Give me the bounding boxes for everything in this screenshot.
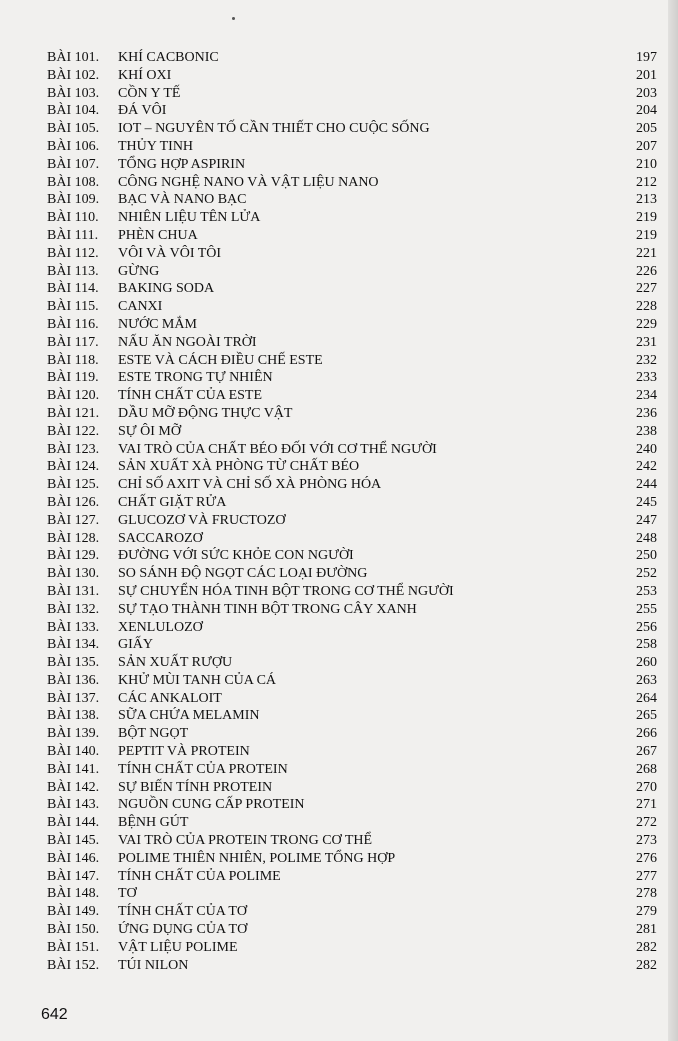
toc-entry-title: SỰ TẠO THÀNH TINH BỘT TRONG CÂY XANH: [118, 601, 417, 617]
toc-entry: [47, 352, 657, 370]
toc-entry: [47, 672, 657, 690]
toc-entry: [47, 494, 657, 512]
toc-entry-num: BÀI 113.: [47, 263, 99, 279]
toc-entry-title: BAKING SODA: [118, 281, 215, 297]
toc-entry: [47, 796, 657, 814]
toc-entry-title: TỔNG HỢP ASPIRIN: [118, 156, 246, 172]
toc-entry-num: BÀI 139.: [47, 726, 100, 742]
toc-entry-page: 212: [636, 174, 657, 190]
toc-entry-title: TÍNH CHẤT CỦA ESTE: [118, 388, 263, 404]
toc-entry-num: BÀI 134.: [47, 637, 100, 653]
toc-entry-page: 271: [636, 797, 657, 813]
toc-entry-title: PHÈN CHUA: [118, 227, 198, 243]
toc-entry-title: KHÍ CACBONIC: [118, 50, 219, 65]
toc-entry-num: BÀI 123.: [47, 441, 100, 457]
toc-entry-num: BÀI 148.: [47, 886, 100, 902]
toc-entry-page: 231: [636, 334, 657, 350]
toc-entry-num: BÀI 132.: [47, 601, 100, 617]
toc-entry-title: VẬT LIỆU POLIME: [118, 939, 238, 955]
toc-entry-num: BÀI 101.: [47, 50, 100, 65]
toc-entry: [47, 156, 657, 174]
toc-entry-page: 233: [636, 370, 657, 386]
toc-entry-page: 213: [636, 192, 657, 208]
page-number: 642: [41, 1006, 68, 1023]
toc-entry-num: BÀI 120.: [47, 388, 100, 404]
toc-entry-title: XENLULOZƠ: [118, 619, 203, 635]
toc-entry-num: BÀI 124.: [47, 459, 100, 475]
toc-entry-title: BẠC VÀ NANO BẠC: [118, 192, 247, 208]
toc-entry-page: 226: [636, 263, 657, 279]
toc-entry-num: BÀI 119.: [47, 370, 99, 386]
toc-entry-title: NƯỚC MẮM: [118, 316, 197, 332]
toc-entry-page: 221: [636, 245, 657, 261]
toc-entry: [47, 405, 657, 423]
toc-entry-title: CANXI: [118, 299, 163, 315]
toc-entry: [47, 245, 657, 263]
toc-entry-num: BÀI 130.: [47, 566, 100, 582]
toc-entry-page: 281: [636, 922, 657, 938]
toc-entry-page: 197: [636, 50, 657, 65]
toc-entry-page: 219: [636, 210, 657, 226]
toc-entry-title: GLUCOZƠ VÀ FRUCTOZƠ: [118, 512, 286, 528]
toc-entry-page: 255: [636, 601, 657, 617]
toc-entry-page: 272: [636, 815, 657, 831]
toc-entry-page: 207: [636, 138, 657, 154]
toc-entry-page: 265: [636, 708, 657, 724]
toc-entry: [47, 458, 657, 476]
toc-entry-page: 203: [636, 85, 657, 101]
toc-entry-page: 250: [636, 548, 657, 564]
toc-entry-num: BÀI 122.: [47, 423, 100, 439]
toc-entry: [47, 903, 657, 921]
toc-entry-num: BÀI 129.: [47, 548, 100, 564]
toc-entry-page: 244: [636, 477, 657, 493]
toc-entry-title: ESTE VÀ CÁCH ĐIỀU CHẾ ESTE: [118, 352, 323, 368]
toc-entry: [47, 174, 657, 192]
toc-entry-page: 227: [636, 281, 657, 297]
toc-entry-title: ĐÁ VÔI: [118, 103, 167, 119]
toc-entry-num: BÀI 133.: [47, 619, 100, 635]
toc-entry-title: SO SÁNH ĐỘ NGỌT CÁC LOẠI ĐƯỜNG: [118, 566, 368, 582]
toc-entry-num: BÀI 115.: [47, 299, 99, 315]
toc-entry-num: BÀI 126.: [47, 494, 100, 510]
toc-entry-page: 276: [636, 850, 657, 866]
toc-entry: [47, 814, 657, 832]
toc-entry-num: BÀI 121.: [47, 405, 100, 421]
toc-entry-title: IOT – NGUYÊN TỐ CẦN THIẾT CHO CUỘC SỐNG: [118, 121, 430, 137]
toc-entry-num: BÀI 143.: [47, 797, 100, 813]
toc-entry-page: 219: [636, 227, 657, 243]
toc-entry-page: 245: [636, 494, 657, 510]
toc-entry: [47, 690, 657, 708]
toc-entry: [47, 601, 657, 619]
toc-entry-num: BÀI 106.: [47, 138, 100, 154]
toc-entry-num: BÀI 102.: [47, 67, 100, 83]
toc-entry-page: 232: [636, 352, 657, 368]
toc-entry-title: DẦU MỠ ĐỘNG THỰC VẬT: [118, 405, 293, 421]
toc-entry: [47, 743, 657, 761]
toc-entry: [47, 85, 657, 103]
toc-entry-title: KHÍ OXI: [118, 67, 172, 83]
toc-entry-page: 248: [636, 530, 657, 546]
toc-entry: [47, 921, 657, 939]
toc-entry: [47, 619, 657, 637]
page-edge-shadow: [668, 0, 678, 1041]
toc-entry-num: BÀI 104.: [47, 103, 100, 119]
toc-entry-page: 267: [636, 744, 657, 760]
toc-entry: [47, 547, 657, 565]
toc-entry-num: BÀI 117.: [47, 334, 99, 350]
toc-entry-num: BÀI 137.: [47, 690, 100, 706]
toc-entry: [47, 512, 657, 530]
toc-entry-num: BÀI 110.: [47, 210, 99, 226]
toc-entry-title: CHỈ SỐ AXIT VÀ CHỈ SỐ XÀ PHÒNG HÓA: [118, 477, 382, 493]
toc-entry: [47, 654, 657, 672]
toc-entry-title: VAI TRÒ CỦA PROTEIN TRONG CƠ THỂ: [118, 833, 373, 849]
toc-entry: [47, 868, 657, 886]
toc-entry-title: BỘT NGỌT: [118, 726, 189, 742]
toc-entry-title: CÔNG NGHỆ NANO VÀ VẬT LIỆU NANO: [118, 174, 379, 190]
toc-entry: [47, 191, 657, 209]
toc-entry-title: SẢN XUẤT XÀ PHÒNG TỪ CHẤT BÉO: [118, 459, 360, 475]
toc-entry-title: TƠ: [118, 886, 137, 902]
toc-entry-page: 258: [636, 637, 657, 653]
toc-entry: [47, 779, 657, 797]
toc-entry: [47, 441, 657, 459]
toc-entry: [47, 280, 657, 298]
toc-entry: [47, 369, 657, 387]
toc-entry-page: 234: [636, 388, 657, 404]
toc-entry-num: BÀI 105.: [47, 121, 100, 137]
toc-entry: [47, 209, 657, 227]
toc-entry-num: BÀI 135.: [47, 655, 100, 671]
toc-entry-title: ESTE TRONG TỰ NHIÊN: [118, 370, 273, 386]
toc-entry-num: BÀI 146.: [47, 850, 100, 866]
toc-entry-title: SỰ BIẾN TÍNH PROTEIN: [118, 779, 273, 795]
toc-entry-title: SACCAROZƠ: [118, 530, 203, 546]
toc-entry-num: BÀI 127.: [47, 512, 100, 528]
toc-entry-page: 268: [636, 761, 657, 777]
toc-entry-title: KHỬ MÙI TANH CỦA CÁ: [118, 672, 277, 688]
print-speck: [232, 17, 235, 20]
toc-entry-num: BÀI 118.: [47, 352, 99, 368]
toc-entry-title: TÍNH CHẤT CỦA PROTEIN: [118, 761, 288, 777]
toc-entry-num: BÀI 144.: [47, 815, 100, 831]
toc-entry: [47, 102, 657, 120]
toc-entry-page: 277: [636, 868, 657, 884]
toc-entry-title: ĐƯỜNG VỚI SỨC KHỎE CON NGƯỜI: [118, 548, 354, 564]
toc-entry-num: BÀI 149.: [47, 904, 100, 920]
toc-entry-title: VÔI VÀ VÔI TÔI: [118, 245, 222, 261]
toc-entry-num: BÀI 112.: [47, 245, 99, 261]
toc-entry-num: BÀI 116.: [47, 316, 99, 332]
toc-entry-title: CỒN Y TẾ: [118, 85, 181, 101]
toc-entry-title: PEPTIT VÀ PROTEIN: [118, 744, 250, 760]
toc-entry: [47, 761, 657, 779]
toc-entry-title: NHIÊN LIỆU TÊN LỬA: [118, 210, 261, 226]
toc-entry-page: 204: [636, 103, 657, 119]
toc-entry: [47, 334, 657, 352]
toc-entry: [47, 476, 657, 494]
toc-entry: [47, 138, 657, 156]
toc-entry-page: 240: [636, 441, 657, 457]
toc-entry-num: BÀI 152.: [47, 957, 100, 973]
toc-entry: [47, 850, 657, 868]
toc-entry-page: 282: [636, 939, 657, 955]
toc-entry-title: SỰ CHUYỂN HÓA TINH BỘT TRONG CƠ THỂ NGƯỜI: [118, 583, 454, 599]
toc-entry-title: SỮA CHỨA MELAMIN: [118, 708, 260, 724]
toc-entry-title: TÍNH CHẤT CỦA POLIME: [118, 868, 281, 884]
toc-entry-page: 228: [636, 299, 657, 315]
toc-entry: [47, 298, 657, 316]
toc-entry-title: ỨNG DỤNG CỦA TƠ: [118, 922, 248, 938]
toc-entry-page: 252: [636, 566, 657, 582]
toc-entry-num: BÀI 147.: [47, 868, 100, 884]
toc-entry-title: CHẤT GIẶT RỬA: [118, 494, 227, 510]
toc-entry-title: BỆNH GÚT: [118, 815, 189, 831]
toc-entry-page: 273: [636, 833, 657, 849]
toc-entry-title: VAI TRÒ CỦA CHẤT BÉO ĐỐI VỚI CƠ THỂ NGƯỜI: [118, 441, 437, 457]
toc-entry-page: 205: [636, 121, 657, 137]
toc-entry-num: BÀI 108.: [47, 174, 100, 190]
toc-entry-page: 238: [636, 423, 657, 439]
toc-entry-page: 229: [636, 316, 657, 332]
toc-entry-page: 266: [636, 726, 657, 742]
toc-entry-page: 279: [636, 904, 657, 920]
toc-entry: [47, 885, 657, 903]
toc-entry: [47, 67, 657, 85]
toc-entry-num: BÀI 151.: [47, 939, 100, 955]
toc-entry-num: BÀI 140.: [47, 744, 100, 760]
toc-entry-page: 264: [636, 690, 657, 706]
toc-entry-title: CÁC ANKALOIT: [118, 690, 222, 706]
toc-entry-page: 260: [636, 655, 657, 671]
toc-entry: [47, 565, 657, 583]
toc-entry-page: 242: [636, 459, 657, 475]
toc-entry-page: 236: [636, 405, 657, 421]
toc-entry-title: THỦY TINH: [118, 138, 194, 154]
toc-entry: [47, 725, 657, 743]
toc-entry-num: BÀI 145.: [47, 833, 100, 849]
toc-entry: [47, 227, 657, 245]
toc-entry: [47, 939, 657, 957]
toc-entry: [47, 636, 657, 654]
toc-entry: [47, 387, 657, 405]
toc-entry-num: BÀI 128.: [47, 530, 100, 546]
toc-entry-title: SẢN XUẤT RƯỢU: [118, 655, 233, 671]
toc-entry-page: 278: [636, 886, 657, 902]
toc-entry: [47, 957, 657, 975]
toc-entry-page: 247: [636, 512, 657, 528]
toc-entry-page: 210: [636, 156, 657, 172]
toc-entry-page: 270: [636, 779, 657, 795]
toc-entry: [47, 316, 657, 334]
toc-entry-num: BÀI 131.: [47, 583, 100, 599]
toc-entry-title: GỪNG: [118, 263, 160, 279]
toc-entry-num: BÀI 109.: [47, 192, 100, 208]
toc-entry-num: BÀI 103.: [47, 85, 100, 101]
toc-entry-num: BÀI 107.: [47, 156, 100, 172]
toc-entry-page: 253: [636, 583, 657, 599]
toc-entry: [47, 530, 657, 548]
toc-entry-num: BÀI 111.: [47, 227, 99, 243]
toc-entry-num: BÀI 150.: [47, 922, 100, 938]
toc-entry-page: 282: [636, 957, 657, 973]
toc-entry-title: POLIME THIÊN NHIÊN, POLIME TỔNG HỢP: [118, 850, 396, 866]
toc-entry-num: BÀI 138.: [47, 708, 100, 724]
toc-entry: [47, 423, 657, 441]
toc-entry: [47, 263, 657, 281]
toc-entry-num: BÀI 141.: [47, 761, 100, 777]
toc-entry-num: BÀI 114.: [47, 281, 99, 297]
toc-entry-num: BÀI 142.: [47, 779, 100, 795]
toc-entry-page: 256: [636, 619, 657, 635]
toc-entry: [47, 707, 657, 725]
toc-entry-page: 201: [636, 67, 657, 83]
toc-entry-num: BÀI 125.: [47, 477, 100, 493]
toc-entry-title: NẤU ĂN NGOÀI TRỜI: [118, 334, 257, 350]
toc-entry-title: GIẤY: [118, 637, 153, 653]
table-of-contents: [47, 49, 657, 974]
toc-entry-num: BÀI 136.: [47, 672, 100, 688]
toc-entry-title: SỰ ÔI MỠ: [118, 423, 181, 439]
toc-entry-title: TÍNH CHẤT CỦA TƠ: [118, 904, 247, 920]
toc-entry: [47, 120, 657, 138]
toc-entry: [47, 583, 657, 601]
toc-entry-page: 263: [636, 672, 657, 688]
toc-entry: [47, 832, 657, 850]
toc-entry: [47, 49, 657, 67]
toc-entry-title: TÚI NILON: [118, 957, 189, 973]
toc-entry-title: NGUỒN CUNG CẤP PROTEIN: [118, 797, 305, 813]
